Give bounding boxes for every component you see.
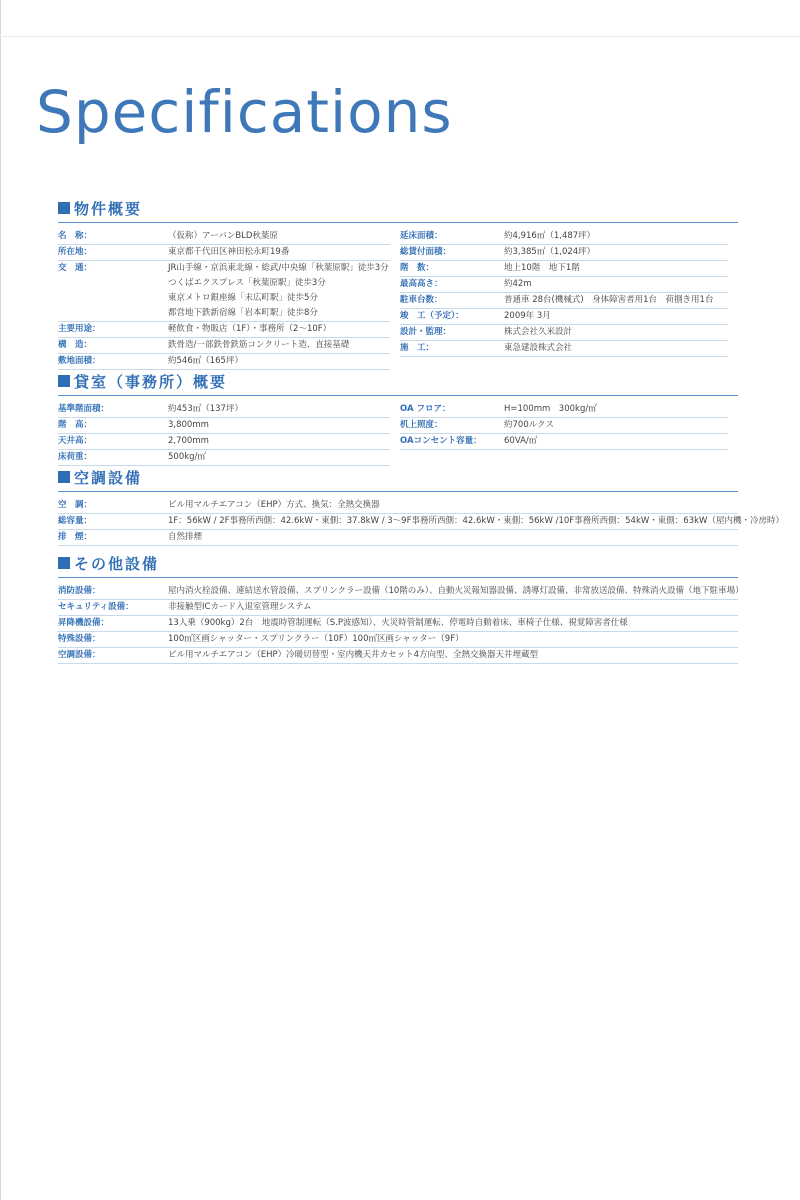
spec-label: 総容量：: [58, 516, 93, 526]
left-spec-column: [58, 229, 400, 370]
spec-value-line: つくばエクスプレス「秋葉原駅」徒歩3分: [168, 278, 326, 288]
spec-label: 総賃付面積：: [400, 247, 452, 257]
spec-row: [400, 229, 728, 245]
spec-row: [58, 498, 738, 514]
spec-value: [168, 229, 390, 244]
spec-value-line: 軽飲食・物販店（1F）・事務所（2〜10F）: [168, 324, 332, 334]
spec-label: 構 造：: [58, 340, 93, 350]
spec-label: セキュリティ設備：: [58, 602, 134, 612]
spec-value: [168, 498, 738, 513]
spec-value-line: 地上10階 地下1階: [504, 263, 580, 273]
spec-value-line: 都営地下鉄新宿線「岩本町駅」徒歩8分: [168, 308, 318, 318]
spec-column: [58, 498, 784, 546]
spec-row: [400, 277, 728, 293]
section-title: その他設備: [74, 554, 160, 573]
spec-label: 設計・監理：: [400, 327, 452, 337]
section-title: 貸室（事務所）概要: [74, 372, 228, 391]
spec-label: 交 通：: [58, 263, 93, 273]
spec-value-line: 100㎡区画シャッター・スプリンクラー（10F）100㎡区画シャッター（9F）: [168, 634, 464, 644]
spec-label: 排 煙：: [58, 532, 93, 542]
spec-value: [504, 261, 728, 276]
spec-row: [58, 530, 738, 546]
section-header: [58, 371, 738, 396]
spec-value: [168, 354, 390, 369]
spec-label: OA フロア：: [400, 404, 451, 414]
spec-row: [400, 261, 728, 277]
spec-value-line: 普通車 28台(機械式) 身体障害者用1台 荷捌き用1台: [504, 295, 714, 305]
spec-value: [168, 530, 738, 545]
spec-value: [168, 648, 738, 663]
square-bullet-icon: [58, 557, 70, 569]
spec-value: [168, 514, 784, 529]
spec-value-line: 2,700mm: [168, 436, 209, 446]
spec-label: 床荷重：: [58, 452, 93, 462]
spec-row: [400, 325, 728, 341]
section-header: [58, 467, 738, 492]
spec-row: [58, 338, 390, 354]
spec-row: [400, 402, 728, 418]
spec-row: [58, 261, 390, 322]
spec-row: [58, 600, 738, 616]
spec-label: 基準階面積：: [58, 404, 110, 414]
spec-value-line: 3,800mm: [168, 420, 209, 430]
section-office-overview: [58, 371, 738, 466]
square-bullet-icon: [58, 375, 70, 387]
spec-value-line: ビル用マルチエアコン（EHP）冷暖切替型・室内機天井カセット4方向型、全熱交換器天井埋蔵型: [168, 650, 539, 660]
spec-value-line: JR山手線・京浜東北線・総武/中央線「秋葉原駅」徒歩3分: [168, 263, 389, 273]
spec-value-line: （仮称）アーバンBLD秋葉原: [168, 231, 278, 241]
section-header: [58, 553, 738, 578]
section-title: 物件概要: [74, 199, 143, 218]
spec-label: 延床面積：: [400, 231, 443, 241]
spec-value-line: 約4,916㎡（1,487坪）: [504, 231, 596, 241]
spec-label: 階 数：: [400, 263, 435, 273]
spec-row: [58, 322, 390, 338]
spec-value: [168, 402, 390, 417]
spec-value: [504, 229, 728, 244]
spec-value-line: 1F：56kW / 2F事務所西側：42.6kW・東側：37.8kW / 3〜9F事務所西側：42.6kW・東側：56kW /10F事務所西側：54kW・東側：63kW（屋内機・冷房時）: [168, 516, 784, 526]
spec-value: [168, 632, 738, 647]
page-top-edge: [0, 36, 800, 37]
spec-value: [504, 293, 728, 308]
spec-label: 竣 工（予定）：: [400, 311, 464, 321]
spec-row: [400, 245, 728, 261]
spec-row: [58, 450, 390, 466]
spec-value: [168, 450, 390, 465]
spec-value: [504, 341, 728, 356]
spec-column: [58, 584, 744, 664]
section-air-conditioning: [58, 467, 784, 546]
spec-row: [58, 514, 784, 530]
spec-value: [504, 434, 728, 449]
spec-value: [504, 309, 728, 324]
spec-value: [504, 418, 728, 433]
spec-value: [168, 616, 738, 631]
spec-value-line: 東急建設株式会社: [504, 343, 573, 353]
spec-value-line: 約546㎡（165坪）: [168, 356, 243, 366]
spec-row: [400, 309, 728, 325]
spec-row: [58, 616, 738, 632]
spec-value-line: 非接触型ICカード入退室管理システム: [168, 602, 312, 612]
spec-label: 施 工：: [400, 343, 435, 353]
spec-row: [58, 584, 744, 600]
spec-label: 最高高さ：: [400, 279, 443, 289]
spec-value-line: 屋内消火栓設備、連結送水管設備、スプリンクラー設備（10階のみ）、自動火災報知器設備、誘導灯設備、非常放送設備、特殊消火設備（地下駐車場）: [168, 586, 744, 596]
spec-value-line: 約453㎡（137坪）: [168, 404, 243, 414]
square-bullet-icon: [58, 202, 70, 214]
spec-row: [58, 418, 390, 434]
spec-value: [168, 600, 738, 615]
spec-row: [400, 434, 728, 450]
section-title: 空調設備: [74, 468, 143, 487]
spec-value-line: 約700ルクス: [504, 420, 554, 430]
spec-row: [400, 293, 728, 309]
spec-row: [58, 229, 390, 245]
spec-label: 机上照度：: [400, 420, 443, 430]
spec-value: [504, 277, 728, 292]
spec-value-line: H=100mm 300kg/㎡: [504, 404, 597, 414]
spec-row: [400, 418, 728, 434]
spec-row: [58, 402, 390, 418]
section-building-overview: [58, 198, 738, 370]
spec-label: 昇降機設備：: [58, 618, 110, 628]
spec-row: [58, 648, 738, 664]
spec-row: [58, 434, 390, 450]
spec-value-line: 自然排煙: [168, 532, 203, 542]
spec-row: [58, 354, 390, 370]
spec-value: [168, 338, 390, 353]
spec-value-line: 鉄骨造/一部鉄骨鉄筋コンクリート造、直接基礎: [168, 340, 350, 350]
spec-value: [168, 418, 390, 433]
section-header: [58, 198, 738, 223]
spec-value-line: 東京メトロ銀座線「末広町駅」徒歩5分: [168, 293, 318, 303]
spec-value: [168, 434, 390, 449]
spec-label: 所在地：: [58, 247, 93, 257]
spec-label: 主要用途：: [58, 324, 101, 334]
spec-value: [168, 322, 390, 337]
spec-row: [58, 245, 390, 261]
left-spec-column: [58, 402, 400, 466]
spec-label: 駐車台数：: [400, 295, 443, 305]
spec-value-line: 500kg/㎡: [168, 452, 206, 462]
spec-label: 敷地面積：: [58, 356, 101, 366]
right-spec-column: [400, 229, 738, 370]
spec-value-line: 約3,385㎡（1,024坪）: [504, 247, 596, 257]
spec-value: [168, 245, 390, 260]
spec-value: [504, 402, 728, 417]
spec-value-line: 約42m: [504, 279, 532, 289]
spec-value-line: 60VA/㎡: [504, 436, 538, 446]
spec-value-line: 株式会社久米設計: [504, 327, 573, 337]
spec-row: [58, 632, 738, 648]
spec-value-line: 13人乗（900kg）2台 地震時管制運転（S.P波感知）、火災時管制運転、停電時自動着床、車椅子仕様、視覚障害者仕様: [168, 618, 628, 628]
spec-value-line: 東京都千代田区神田松永町19番: [168, 247, 290, 257]
spec-value-line: ビル用マルチエアコン（EHP）方式、換気：全熱交換器: [168, 500, 380, 510]
spec-value-line: 2009年 3月: [504, 311, 551, 321]
spec-label: 名 称：: [58, 231, 93, 241]
right-spec-column: [400, 402, 738, 466]
spec-label: 階 高：: [58, 420, 93, 430]
spec-value: [504, 245, 728, 260]
square-bullet-icon: [58, 471, 70, 483]
section-other-equipment: [58, 553, 744, 664]
spec-value: [168, 261, 390, 321]
page-title: Specifications: [36, 78, 453, 146]
spec-label: 空調設備：: [58, 650, 101, 660]
spec-label: 消防設備：: [58, 586, 101, 596]
spec-value: [504, 325, 728, 340]
spec-label: OAコンセント容量：: [400, 436, 482, 446]
spec-label: 天井高：: [58, 436, 93, 446]
spec-label: 特殊設備：: [58, 634, 101, 644]
spec-label: 空 調：: [58, 500, 93, 510]
spec-row: [400, 341, 728, 357]
spec-value: [168, 584, 744, 599]
